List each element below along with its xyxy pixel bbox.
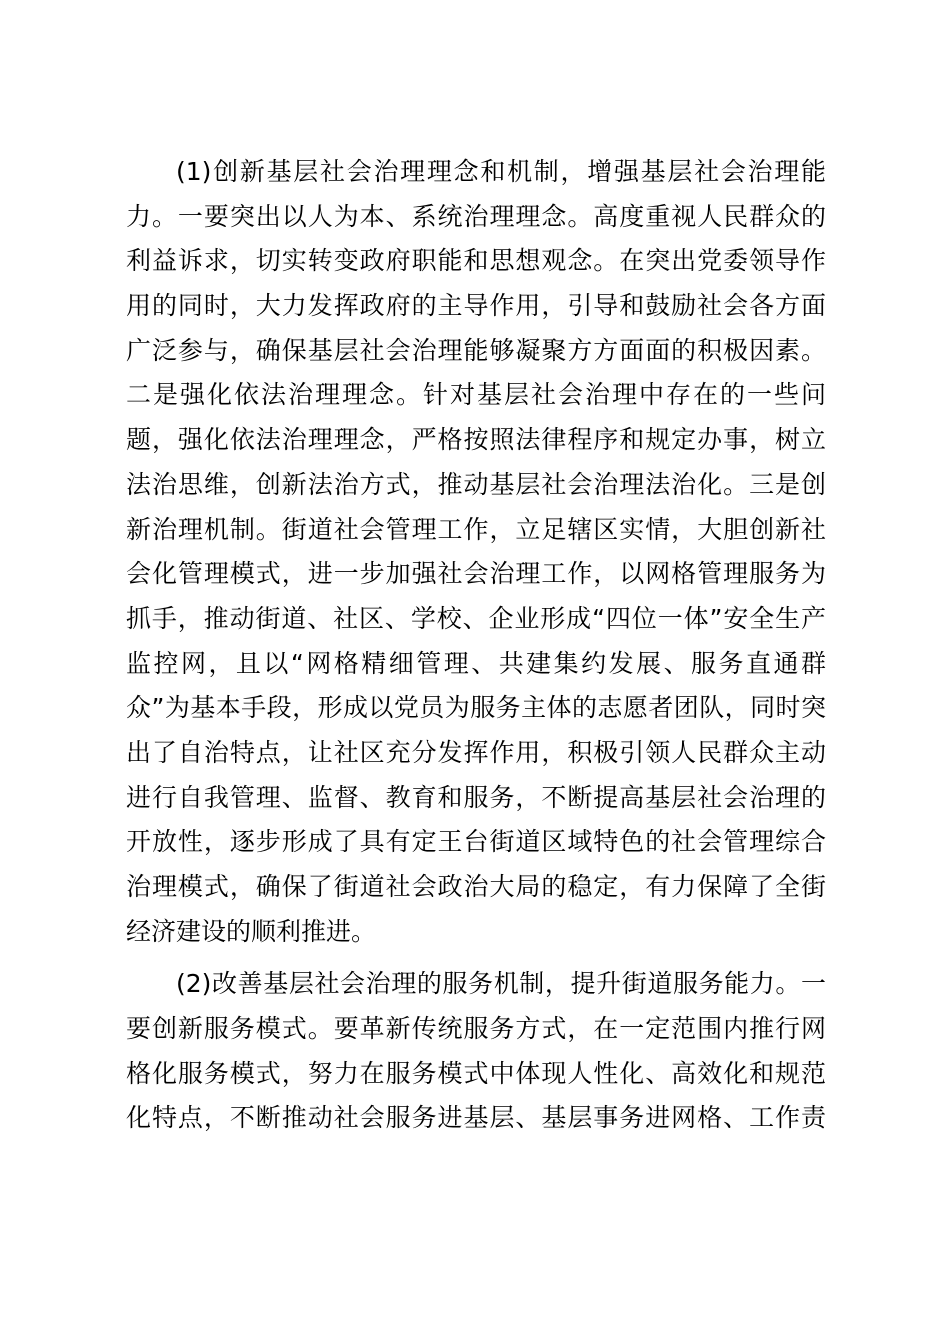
text-line: 开放性，逐步形成了具有定王台街道区域特色的社会管理综合 [126,827,826,857]
text-line: 用的同时，大力发挥政府的主导作用，引导和鼓励社会各方面 [126,291,826,321]
text-line: 要创新服务模式。要革新传统服务方式，在一定范围内推行网 [126,1014,826,1044]
paragraph [126,962,826,1141]
document-body [126,150,826,1141]
text-line: 经济建设的顺利推进。 [126,916,377,946]
text-line: 二是强化依法治理理念。针对基层社会治理中存在的一些问 [126,380,826,410]
text-line: 监控网，且以“网格精细管理、共建集约发展、服务直通群 [126,648,826,678]
text-line: 治理模式，确保了街道社会政治大局的稳定，有力保障了全街 [126,872,826,901]
text-line: 会化管理模式，进一步加强社会治理工作，以网格管理服务为 [126,559,826,589]
text-line: 众”为基本手段，形成以党员为服务主体的志愿者团队，同时突 [126,693,826,723]
text-line: 进行自我管理、监督、教育和服务，不断提高基层社会治理的 [126,782,826,812]
text-line: 化特点，不断推动社会服务进基层、基层事务进网格、工作责 [126,1103,826,1133]
text-line: 出了自治特点，让社区充分发挥作用，积极引领人民群众主动 [126,737,826,767]
text-line: 抓手，推动街道、社区、学校、企业形成“四位一体”安全生产 [126,603,826,633]
text-line: 格化服务模式，努力在服务模式中体现人性化、高效化和规范 [126,1058,826,1088]
text-line: 法治思维，创新法治方式，推动基层社会治理法治化。三是创 [126,469,826,499]
text-line: 力。一要突出以人为本、系统治理理念。高度重视人民群众的 [126,201,826,231]
paragraph-spacer [126,954,826,962]
paragraph [126,150,826,954]
text-line: 利益诉求，切实转变政府职能和思想观念。在突出党委领导作 [126,246,826,276]
text-line: 新治理机制。街道社会管理工作，立足辖区实情，大胆创新社 [126,514,826,544]
text-line: (1)创新基层社会治理理念和机制，增强基层社会治理能 [176,157,826,186]
text-line: 题，强化依法治理理念，严格按照法律程序和规定办事，树立 [126,425,826,455]
text-line: (2)改善基层社会治理的服务机制，提升街道服务能力。一 [176,969,826,999]
text-line: 广泛参与，确保基层社会治理能够凝聚方方面面的积极因素。 [126,335,826,365]
